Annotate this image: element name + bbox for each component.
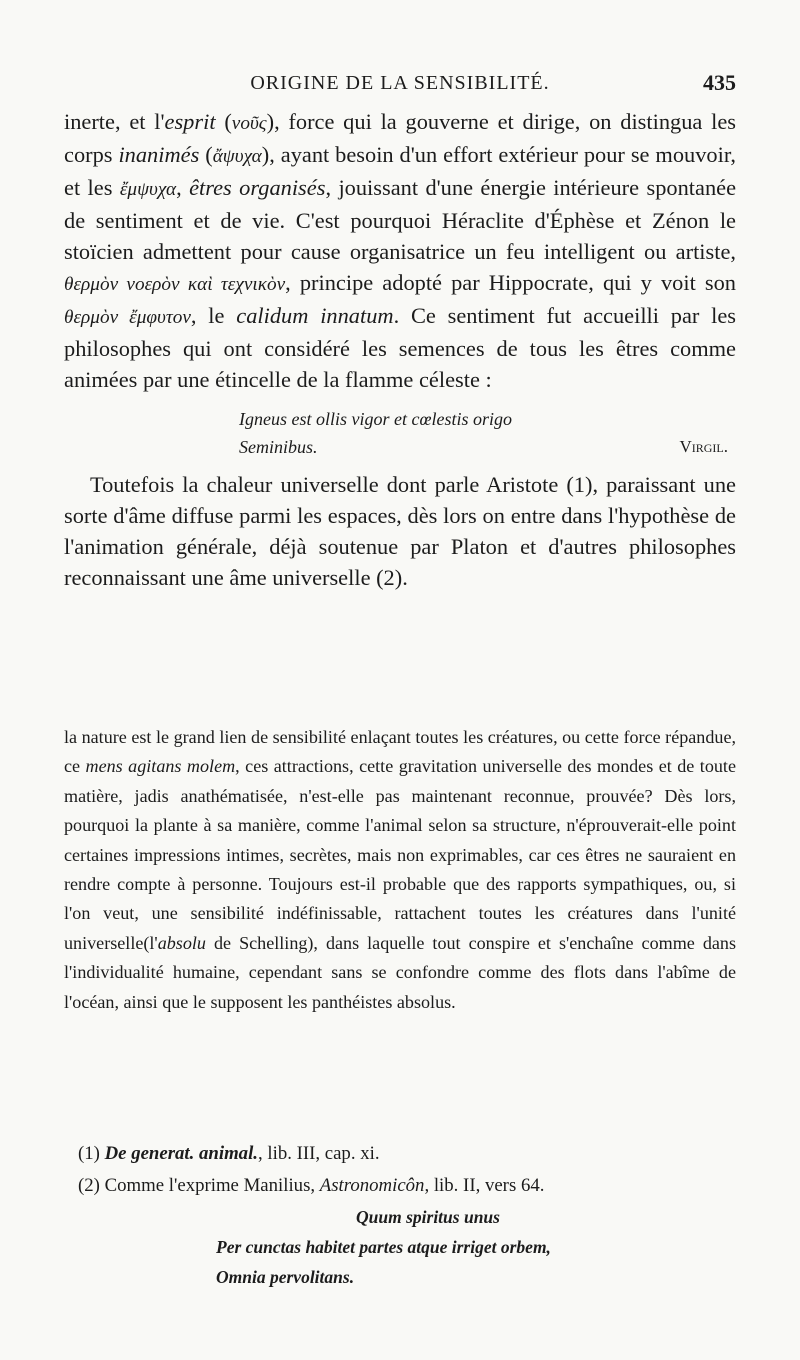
italic-term-calidum-innatum: calidum innatum <box>236 303 394 328</box>
text-run: , principe adopté par Hippocrate, qui y voit son <box>285 270 736 295</box>
footnote-verse-line-2: Per cunctas habitet partes atque irriget orbem, <box>216 1237 551 1257</box>
footnote-2 <box>78 1170 736 1202</box>
text-run: de Schelling), dans laquelle tout conspire et s'enchaîne comme dans l'individualité humaine, cependant sans se confondre comme des flots dans l'abîme de l'océan, ainsi que le supposent les panthéistes absolus. <box>64 932 736 1012</box>
italic-term-mens-agitans: mens agitans molem <box>85 756 236 777</box>
text-run: , ces attractions, cette gravitation universelle des mondes et de toute matière, jadis anathématisée, n'est-elle pas maintenant reconnue, prouvée? Dès lors, pourquoi la plante à sa manière, comme l'animal selon sa structure, n'éprouverait-elle point certaines impressions intimes, secrètes, mais non exprimables, car ces êtres ne sauraient en rendre compte à personne. Toujours est-il probable que des rapports sympathiques, ou, si l'on veut, une sensibilité indéfinissable, rattachent toutes les créatures dans l'unité universelle(l' <box>64 756 736 953</box>
footnote-verse-line-3: Omnia pervolitans. <box>216 1267 355 1287</box>
footnote-1-rest: , lib. III, cap. xi. <box>258 1143 380 1164</box>
footnotes <box>64 1138 736 1292</box>
verse-line-2 <box>64 433 736 461</box>
page-header <box>64 72 736 102</box>
footnote-1-mark: (1) <box>78 1143 105 1164</box>
running-head: ORIGINE DE LA SENSIBILITÉ. <box>250 72 550 94</box>
greek-term-nous: νοῦς <box>231 113 267 134</box>
footnote-2-title: Astronomicôn <box>319 1175 425 1196</box>
footnote-verse-line-1: Quum spiritus unus <box>356 1207 500 1227</box>
footnote-2-rest: , lib. II, vers 64. <box>424 1175 545 1196</box>
text-run: ( <box>199 142 213 167</box>
text-run: la nature est le grand lien de sensibilité enlaçant toutes les créatures, ou cette force répandue, ce <box>64 727 736 777</box>
paragraph-2: Toutefois la chaleur universelle dont parle Aristote (1), paraissant une sorte d'âme diffuse parmi les espaces, dès lors on entre dans l'hypothèse de l'animation générale, déjà soutenue par Platon et d'autres philosophes reconnaissant une âme universelle (2). <box>64 472 736 590</box>
greek-term-empsycha: ἔμψυχα <box>119 179 177 200</box>
paragraph-3 <box>64 723 736 1017</box>
text-run: , le <box>190 303 237 328</box>
greek-term-apsycha: ἄψυχα <box>212 146 262 167</box>
quote-attribution: Virgil. <box>679 437 728 456</box>
text-run: ), force qui la gouverne et dirige, on distingua les corps <box>64 109 736 167</box>
page-number: 435 <box>703 70 736 95</box>
greek-term-thermon-emphyton: θερμὸν ἔμφυτον <box>64 307 191 328</box>
footnote-1-title: De generat. animal. <box>104 1143 258 1164</box>
footnote-1 <box>78 1138 736 1170</box>
italic-term-esprit: esprit <box>164 109 216 134</box>
italic-term-absolu: absolu <box>157 932 206 953</box>
text-run: , <box>176 175 190 200</box>
text-run: ), ayant besoin d'un effort extérieur pour se mouvoir, et les <box>64 142 736 200</box>
greek-term-thermon-noeron: θερμὸν νοερὸν καὶ τεχνικὸν <box>64 274 286 295</box>
main-text <box>64 106 736 593</box>
text-run: . Ce sentiment fut accueilli par les philosophes qui ont considéré les semences de tous les êtres comme animées par une étincelle de la flamme céleste : <box>64 303 737 392</box>
virgil-quotation <box>64 405 736 461</box>
verse-line-1: Igneus est ollis vigor et cœlestis origo <box>239 409 512 429</box>
continuation-text <box>64 723 736 1017</box>
text-run: , jouissant d'une énergie intérieure spontanée de sentiment et de vie. C'est pourquoi Héraclite d'Éphèse et Zénon le stoïcien admettent pour cause organisatrice un feu intelligent ou artiste, <box>64 175 737 264</box>
italic-term-etres-organises: êtres organisés <box>189 175 326 200</box>
verse-line-2-text: Seminibus. <box>239 437 318 457</box>
footnote-2-mark: (2) Comme l'exprime Manilius, <box>78 1175 320 1196</box>
paragraph-1 <box>64 106 736 395</box>
italic-term-inanimes: inanimés <box>118 142 200 167</box>
text-run: inerte, et l' <box>64 109 165 134</box>
text-run: ( <box>215 109 232 134</box>
